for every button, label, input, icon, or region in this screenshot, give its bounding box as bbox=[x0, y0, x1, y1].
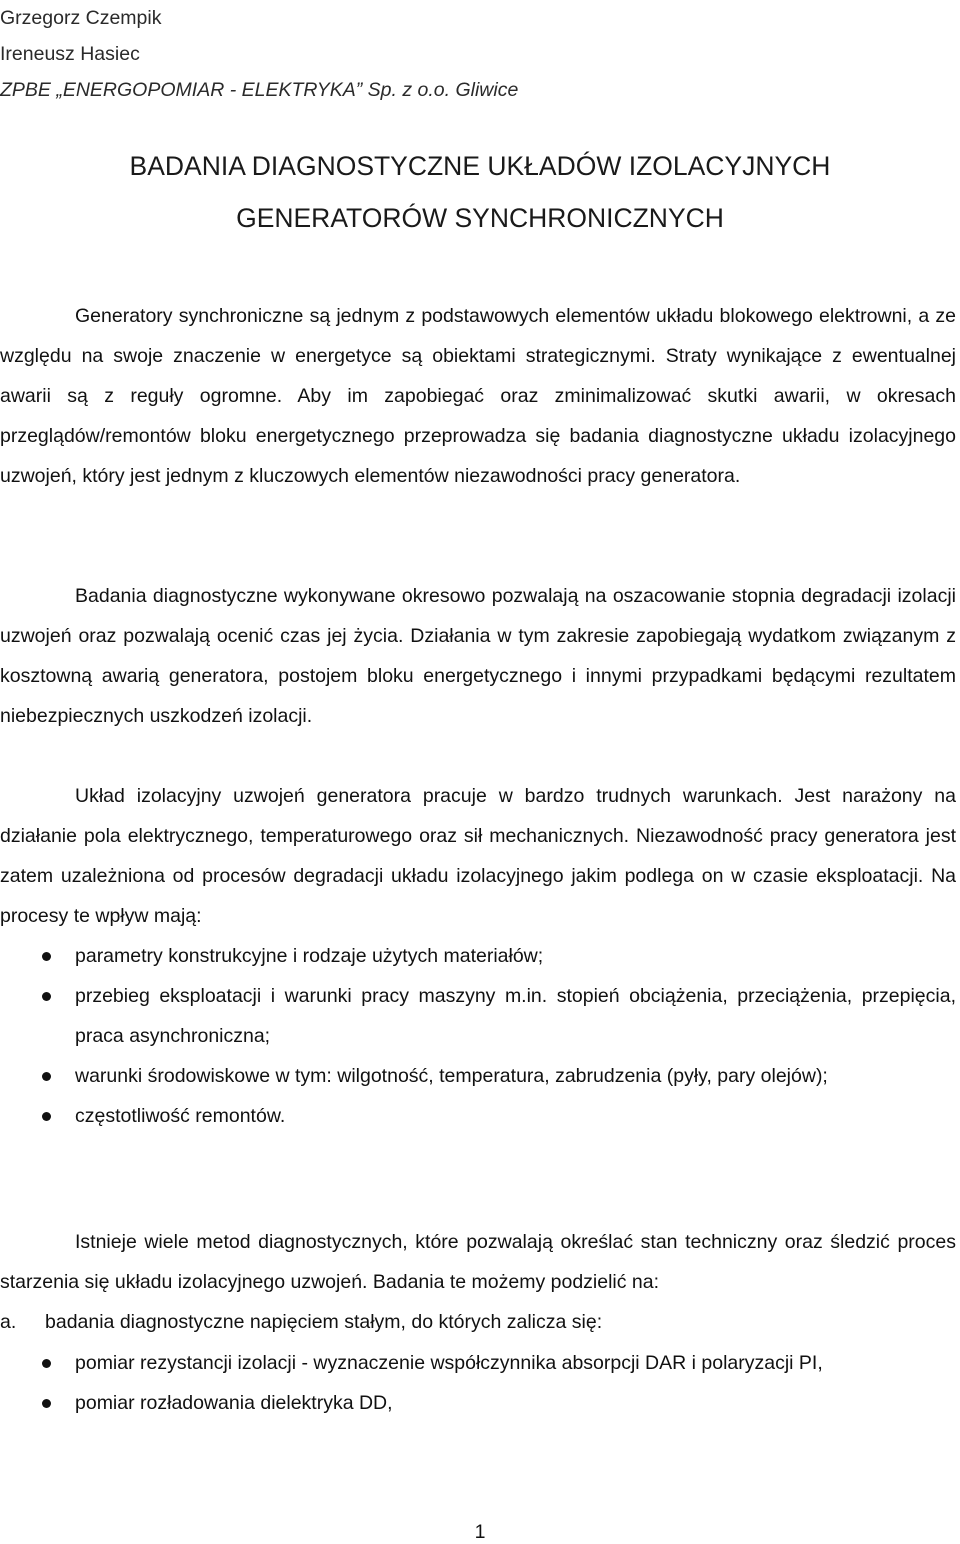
list-item-text: pomiar rezystancji izolacji - wyznaczenie współczynnika absorpcji DAR i polaryzacji PI, bbox=[75, 1352, 823, 1374]
list-item-text: parametry konstrukcyjne i rodzaje użytych materiałów; bbox=[75, 945, 544, 967]
list-item-text: warunki środowiskowe w tym: wilgotność, temperatura, zabrudzenia (pyły, pary olejów); bbox=[75, 1065, 828, 1087]
list-marker: a. bbox=[0, 1311, 17, 1333]
factors-list bbox=[0, 936, 956, 1136]
dc-tests-list bbox=[0, 1343, 956, 1423]
title-line: BADANIA DIAGNOSTYCZNE UKŁADÓW IZOLACYJNYCH bbox=[129, 151, 831, 181]
list-item bbox=[0, 1056, 956, 1096]
bullet-icon bbox=[42, 992, 51, 1001]
bullet-icon bbox=[42, 952, 51, 961]
paragraph: Układ izolacyjny uzwojeń generatora pracuje w bardzo trudnych warunkach. Jest narażony na działanie pola elektrycznego, temperaturowego oraz sił mechanicznych. Niezawodność pracy generatora jest zatem uzależniona od procesów degradacji układu izolacyjnego jakim podlega on w czasie eksploatacji. Na procesy te wpływ mają: bbox=[0, 785, 956, 927]
author-name: Grzegorz Czempik bbox=[0, 7, 162, 29]
bullet-icon bbox=[42, 1072, 51, 1081]
bullet-icon bbox=[42, 1359, 51, 1368]
author-block bbox=[0, 0, 518, 108]
list-item bbox=[0, 1343, 956, 1383]
list-item bbox=[0, 1096, 956, 1136]
paragraph: Generatory synchroniczne są jednym z podstawowych elementów układu blokowego elektrowni, a ze względu na swoje znaczenie w energetyce są obiektami strategicznymi. Straty wynikające z ewentualnej awarii są z reguły ogromne. Aby im zapobiegać oraz zminimalizować skutki awarii, w okresach przeglądów/remontów bloku energetycznego przeprowadza się badania diagnostyczne układu izolacyjnego uzwojeń, który jest jednym z kluczowych elementów niezawodności pracy generatora. bbox=[0, 305, 956, 487]
method-item bbox=[0, 1302, 602, 1342]
method-text: badania diagnostyczne napięciem stałym, do których zalicza się: bbox=[45, 1311, 603, 1333]
author-name: Ireneusz Hasiec bbox=[0, 43, 140, 65]
list-item bbox=[0, 976, 956, 1056]
bullet-icon bbox=[42, 1112, 51, 1121]
list-item-text: przebieg eksploatacji i warunki pracy maszyny m.in. stopień obciążenia, przeciążenia, przepięcia, praca asynchroniczna; bbox=[75, 985, 956, 1047]
affiliation: ZPBE „ENERGOPOMIAR - ELEKTRYKA” Sp. z o.o. Gliwice bbox=[0, 79, 519, 101]
list-item-text: częstotliwość remontów. bbox=[75, 1105, 286, 1127]
list-item-text: pomiar rozładowania dielektryka DD, bbox=[75, 1392, 393, 1414]
paragraph: Badania diagnostyczne wykonywane okresowo pozwalają na oszacowanie stopnia degradacji izolacji uzwojeń oraz pozwalają ocenić czas jej życia. Działania w tym zakresie zapobiegają wydatkom związanym z kosztowną awarią generatora, postojem bloku energetycznego i innymi przypadkami będącymi rezultatem niebezpiecznych uszkodzeń izolacji. bbox=[0, 585, 956, 727]
title-line: GENERATORÓW SYNCHRONICZNYCH bbox=[236, 203, 724, 233]
document-title bbox=[0, 140, 960, 244]
page-number: 1 bbox=[474, 1521, 486, 1543]
bullet-icon bbox=[42, 1399, 51, 1408]
paragraph: Istnieje wiele metod diagnostycznych, które pozwalają określać stan techniczny oraz śledzić proces starzenia się układu izolacyjnego uzwojeń. Badania te możemy podzielić na: bbox=[0, 1231, 956, 1293]
list-item bbox=[0, 936, 956, 976]
list-item bbox=[0, 1383, 956, 1423]
